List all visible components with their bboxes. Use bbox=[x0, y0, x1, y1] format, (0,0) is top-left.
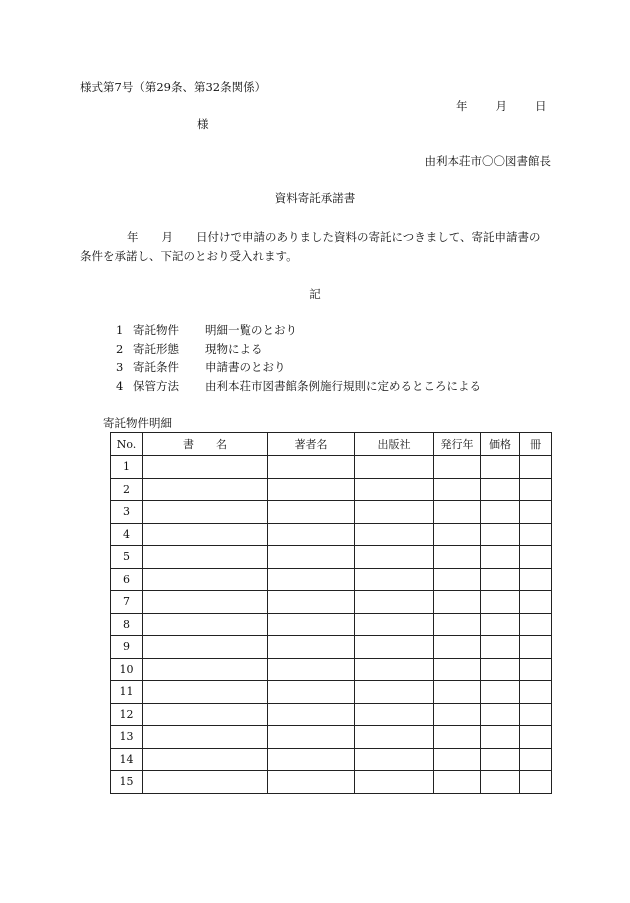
publisher-cell bbox=[355, 726, 434, 749]
price-cell bbox=[481, 726, 520, 749]
count-cell bbox=[520, 771, 552, 794]
publisher-cell bbox=[355, 613, 434, 636]
title-cell bbox=[143, 613, 268, 636]
count-cell bbox=[520, 501, 552, 524]
table-header-row bbox=[111, 433, 552, 456]
title-cell bbox=[143, 771, 268, 794]
table-row bbox=[111, 568, 552, 591]
row-number-cell: 15 bbox=[111, 771, 143, 794]
price-cell bbox=[481, 748, 520, 771]
table-row bbox=[111, 658, 552, 681]
date-line bbox=[456, 101, 547, 113]
author-cell bbox=[268, 568, 355, 591]
count-cell bbox=[520, 726, 552, 749]
publisher-cell bbox=[355, 568, 434, 591]
author-cell bbox=[268, 546, 355, 569]
year-cell bbox=[434, 771, 481, 794]
publisher-cell bbox=[355, 501, 434, 524]
table-row bbox=[111, 636, 552, 659]
publisher-cell bbox=[355, 478, 434, 501]
count-cell bbox=[520, 613, 552, 636]
title-cell bbox=[143, 703, 268, 726]
price-cell bbox=[481, 456, 520, 479]
price-cell bbox=[481, 501, 520, 524]
author-cell bbox=[268, 771, 355, 794]
item-number: 2 bbox=[116, 342, 124, 356]
price-cell bbox=[481, 613, 520, 636]
author-cell bbox=[268, 658, 355, 681]
count-cell bbox=[520, 748, 552, 771]
count-cell bbox=[520, 523, 552, 546]
publisher-cell bbox=[355, 636, 434, 659]
title-cell bbox=[143, 568, 268, 591]
header-count: 冊 bbox=[520, 433, 552, 456]
table-row bbox=[111, 478, 552, 501]
row-number-cell: 8 bbox=[111, 613, 143, 636]
count-cell bbox=[520, 703, 552, 726]
row-number-cell: 12 bbox=[111, 703, 143, 726]
count-cell bbox=[520, 591, 552, 614]
title-cell bbox=[143, 523, 268, 546]
ki-heading: 記 bbox=[309, 287, 321, 301]
table-row bbox=[111, 546, 552, 569]
table-caption: 寄託物件明細 bbox=[103, 416, 172, 430]
table-row bbox=[111, 771, 552, 794]
title-cell bbox=[143, 591, 268, 614]
year-cell bbox=[434, 523, 481, 546]
title-cell bbox=[143, 478, 268, 501]
header-no: No. bbox=[111, 433, 143, 456]
row-number-cell: 2 bbox=[111, 478, 143, 501]
body-line-1: 年 月 日付けで申請のありました資料の寄託につきまして、寄託申請書の bbox=[127, 230, 541, 244]
header-price: 価格 bbox=[481, 433, 520, 456]
price-cell bbox=[481, 703, 520, 726]
count-cell bbox=[520, 658, 552, 681]
price-cell bbox=[481, 636, 520, 659]
table-row bbox=[111, 681, 552, 704]
publisher-cell bbox=[355, 703, 434, 726]
item-heading: 寄託条件 bbox=[133, 360, 179, 374]
price-cell bbox=[481, 658, 520, 681]
table-row bbox=[111, 748, 552, 771]
row-number-cell: 9 bbox=[111, 636, 143, 659]
count-cell bbox=[520, 636, 552, 659]
addressee: 様 bbox=[197, 117, 209, 131]
year-cell bbox=[434, 568, 481, 591]
price-cell bbox=[481, 591, 520, 614]
publisher-cell bbox=[355, 748, 434, 771]
item-value: 申請書のとおり bbox=[205, 360, 286, 374]
count-cell bbox=[520, 546, 552, 569]
author-cell bbox=[268, 748, 355, 771]
author-cell bbox=[268, 523, 355, 546]
year-cell bbox=[434, 726, 481, 749]
item-number: 1 bbox=[116, 323, 124, 337]
author-cell bbox=[268, 478, 355, 501]
count-cell bbox=[520, 478, 552, 501]
count-cell bbox=[520, 681, 552, 704]
header-title: 書 名 bbox=[143, 433, 268, 456]
author-cell bbox=[268, 456, 355, 479]
table-row bbox=[111, 726, 552, 749]
row-number-cell: 14 bbox=[111, 748, 143, 771]
price-cell bbox=[481, 681, 520, 704]
title-cell bbox=[143, 636, 268, 659]
year-cell bbox=[434, 591, 481, 614]
table-row bbox=[111, 703, 552, 726]
document-title: 資料寄託承諾書 bbox=[274, 191, 356, 205]
year-cell bbox=[434, 748, 481, 771]
table-row bbox=[111, 501, 552, 524]
row-number-cell: 6 bbox=[111, 568, 143, 591]
item-number: 4 bbox=[116, 379, 124, 393]
publisher-cell bbox=[355, 681, 434, 704]
list-item bbox=[116, 362, 286, 374]
title-cell bbox=[143, 456, 268, 479]
row-number-cell: 13 bbox=[111, 726, 143, 749]
price-cell bbox=[481, 523, 520, 546]
year-cell bbox=[434, 546, 481, 569]
title-cell bbox=[143, 546, 268, 569]
title-cell bbox=[143, 501, 268, 524]
row-number-cell: 10 bbox=[111, 658, 143, 681]
item-heading: 寄託物件 bbox=[133, 323, 179, 337]
count-cell bbox=[520, 456, 552, 479]
year-cell bbox=[434, 703, 481, 726]
author-cell bbox=[268, 726, 355, 749]
price-cell bbox=[481, 771, 520, 794]
header-publisher: 出版社 bbox=[355, 433, 434, 456]
count-cell bbox=[520, 568, 552, 591]
year-cell bbox=[434, 681, 481, 704]
publisher-cell bbox=[355, 546, 434, 569]
issuer: 由利本荘市〇〇図書館長 bbox=[424, 154, 551, 168]
table-body bbox=[111, 456, 552, 794]
year-cell bbox=[434, 478, 481, 501]
item-value: 明細一覧のとおり bbox=[205, 323, 297, 337]
publisher-cell bbox=[355, 658, 434, 681]
author-cell bbox=[268, 501, 355, 524]
title-cell bbox=[143, 726, 268, 749]
publisher-cell bbox=[355, 456, 434, 479]
title-cell bbox=[143, 681, 268, 704]
price-cell bbox=[481, 478, 520, 501]
table-row bbox=[111, 591, 552, 614]
list-item bbox=[116, 325, 297, 337]
year-cell bbox=[434, 501, 481, 524]
row-number-cell: 1 bbox=[111, 456, 143, 479]
list-item bbox=[116, 381, 481, 393]
list-item bbox=[116, 344, 263, 356]
date-year: 年 bbox=[456, 99, 468, 113]
date-day: 日 bbox=[535, 99, 547, 113]
title-cell bbox=[143, 658, 268, 681]
row-number-cell: 11 bbox=[111, 681, 143, 704]
publisher-cell bbox=[355, 771, 434, 794]
table-row bbox=[111, 523, 552, 546]
row-number-cell: 4 bbox=[111, 523, 143, 546]
body-line-2: 条件を承諾し、下記のとおり受入れます。 bbox=[80, 249, 298, 263]
item-number: 3 bbox=[116, 360, 124, 374]
item-heading: 保管方法 bbox=[133, 379, 179, 393]
author-cell bbox=[268, 613, 355, 636]
row-number-cell: 5 bbox=[111, 546, 143, 569]
year-cell bbox=[434, 456, 481, 479]
year-cell bbox=[434, 636, 481, 659]
author-cell bbox=[268, 681, 355, 704]
date-month: 月 bbox=[495, 99, 507, 113]
price-cell bbox=[481, 568, 520, 591]
author-cell bbox=[268, 636, 355, 659]
detail-table bbox=[110, 432, 552, 794]
publisher-cell bbox=[355, 591, 434, 614]
publisher-cell bbox=[355, 523, 434, 546]
row-number-cell: 3 bbox=[111, 501, 143, 524]
table-row bbox=[111, 613, 552, 636]
header-author: 著者名 bbox=[268, 433, 355, 456]
author-cell bbox=[268, 703, 355, 726]
table-row bbox=[111, 456, 552, 479]
item-value: 由利本荘市図書館条例施行規則に定めるところによる bbox=[205, 379, 481, 393]
item-value: 現物による bbox=[205, 342, 263, 356]
author-cell bbox=[268, 591, 355, 614]
row-number-cell: 7 bbox=[111, 591, 143, 614]
year-cell bbox=[434, 658, 481, 681]
header-year: 発行年 bbox=[434, 433, 481, 456]
title-cell bbox=[143, 748, 268, 771]
form-number: 様式第7号（第29条、第32条関係） bbox=[80, 80, 267, 94]
item-heading: 寄託形態 bbox=[133, 342, 179, 356]
price-cell bbox=[481, 546, 520, 569]
year-cell bbox=[434, 613, 481, 636]
